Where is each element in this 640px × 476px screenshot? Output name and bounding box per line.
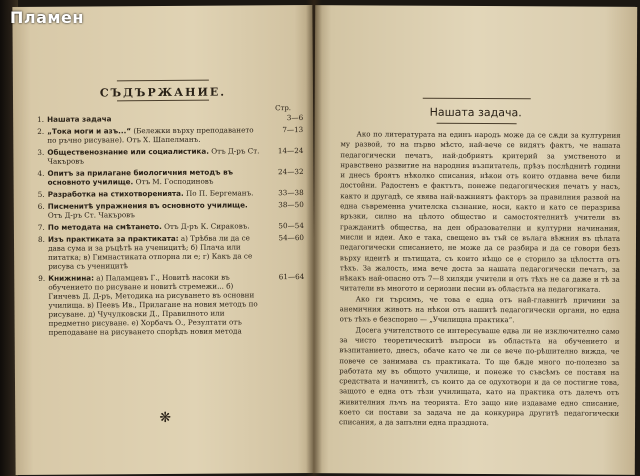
toc-entry-text <box>48 272 262 336</box>
toc-entry-title: Нашата задача <box>47 114 112 124</box>
toc-entry <box>38 272 310 337</box>
toc-entry <box>38 200 310 220</box>
toc-entry-number: 1. <box>37 114 45 124</box>
toc-entry-pages: 7—13 <box>282 125 304 135</box>
toc-entry-title: Общественознание или социалистика. <box>47 146 209 157</box>
toc-entry-detail: а) Паламцевъ Г., Новитѣ насоки въ обучението по рисуване и новитѣ стремежи... б) Гинчевъ Д. Д-ръ, Методика на рисуването въ основни училища. в) Пеевъ Ив., Прилагане на новия методъ по рисуване. д) Чучулковски Д., Правилното или предметно рисуване. е) Хорбачъ О., Резултати отъ преподаване на рисуването спорѣдъ новия метода <box>48 272 258 337</box>
toc-entry-number: 5. <box>37 189 45 199</box>
toc-entry-number: 8. <box>37 234 45 244</box>
toc-title: СЪДЪРЖАНИЕ. <box>99 85 227 100</box>
book-gutter <box>306 0 322 476</box>
toc-entry-detail: (Бележки върху преподаването по ръчно рисуване). Отъ Х. Шапелманъ. <box>47 125 254 145</box>
ornament: ❋ <box>159 409 172 427</box>
toc-entry-number: 2. <box>37 126 45 136</box>
toc-entry-title: Опитъ за прилагане биологичния методъ въ основното училище. <box>47 167 234 187</box>
toc-entry-pages: 50—54 <box>278 221 304 231</box>
toc-entry-pages: 3—6 <box>286 113 304 123</box>
toc-entry-text <box>48 200 262 219</box>
toc-entry-pages: 33—38 <box>278 188 304 198</box>
toc-list <box>37 113 311 340</box>
title-rule-bottom <box>117 100 209 102</box>
toc-entry <box>38 188 310 199</box>
toc-entry-text <box>48 188 262 198</box>
toc-entry-text <box>48 167 262 186</box>
toc-entry-detail: а) Трѣбва ли да се дава сума и за ръцѣтѣ на ученицитѣ; б) Плача или питатка; в) Гимнастиката отпорна ли е; г) Какъ да се рисува съ ученицитѣ <box>48 233 253 271</box>
toc-entry-title: По методата на смѣтането. <box>47 222 162 232</box>
toc-entry-title: Книжнина: <box>48 273 95 283</box>
right-page <box>313 5 637 475</box>
toc-entry-detail: Отъ Д-ръ Ст. Чакъровъ <box>47 146 260 166</box>
article-body <box>339 129 621 429</box>
toc-entry-detail: Отъ Д-ръ К. Сираковъ. <box>164 221 250 231</box>
toc-entry <box>37 146 309 166</box>
toc-entry-number: 7. <box>37 222 45 232</box>
toc-page-column-label: Стр. <box>275 104 292 113</box>
toc-entry-text <box>48 233 262 270</box>
toc-entry-text <box>47 113 261 123</box>
toc-entry-detail: По П. Бергеманъ. <box>185 188 254 198</box>
toc-entry-title: Писменитѣ упражнения въ основното училище. <box>47 200 248 211</box>
toc-entry-number: 6. <box>37 201 45 211</box>
article-paragraph: Ако ги търсимъ, че това е една отъ най-главнитѣ причини за анемичния животъ на нѣкои отъ нашитѣ педагогически органи, но една отъ тѣхъ е безспорно — „Училищна практика“. <box>339 295 620 325</box>
toc-entry-pages: 14—24 <box>277 146 304 156</box>
toc-entry <box>38 221 310 232</box>
toc-entry-text <box>48 221 262 231</box>
toc-entry <box>37 113 309 124</box>
toc-entry-pages: 54—60 <box>278 233 305 243</box>
article-paragraph: Досега учителството се интересуваше едва ли не изключително само за чисто теоретическитѣ въпроси въ областьта на обучението и възпитанието, днесъ, обаче като че ли се вече по-рѣшително вижда, че повече се занимава съ практиката. То ще бѫде много по-полезно за работата му въ общото училище, и понеже то съвсѣмъ се поставя на средствата и начинитѣ, съ които да се одухотвори и да се постигне това, защото е една отъ тѣзи училищата, като на практика отъ далечъ отъ живителния лъчъ на теорията. Ето защо ние издаваме едно списание, което си постави за задача не да конкурира другитѣ педагогически списания, а да запълни една празднота. <box>339 326 620 428</box>
toc-entry-number: 4. <box>37 168 45 178</box>
toc-entry-detail: Отъ Д-ръ Ст. Чакъровъ <box>47 210 135 220</box>
article-paragraph: Ако по литературата на единъ народъ може да се сѫди за културния му развой, то на първо мѣсто, най-вече се видятъ фактъ, че нашата педагогически печатъ, най-добриятъ критерий за умственото и нравствено развитие на народния възпитатель, прѣзъ послѣднитѣ години и днесъ броятъ нѣколко списания, нѣкои отъ които отдавна вече били достойни. Радостенъ е фактътъ, понеже педагогическия печатъ у насъ, както и другадѣ, се явява най-важниятъ факторъ за правилния развой на една съвременна учителска съзнание, носи, както и като се перазрива връзки, силно на цѣлото общество и самостоятелнитѣ учители въ гражданитѣ общества, на ден образователни и културни начинания, мисли и идеи. Ако е така, свещено въ тъй се вълага вѣжния въ цѣлата педагогически списанието, не може да се разбира и да се говори безъ върху идеитѣ и пътищата, съ които нѣщо се е сторило за цѣлостта отъ тѣхъ. За жалость, има вече доста за нашата педагогически печатъ, за нѣкакъ най-опасно отъ 7—8 хиляди учители и отъ тѣхъ не са даже и тѣ за читатели въ многото и сериозни песни въ областьта на педагогиката. <box>339 130 621 295</box>
toc-entry-title: Разработка на стихотворенията. <box>47 188 184 199</box>
toc-entry-title: Изъ практиката за практиката: <box>47 233 179 244</box>
toc-entry-number: 3. <box>37 147 45 157</box>
toc-entry <box>38 233 310 271</box>
left-page <box>12 5 315 475</box>
toc-entry-pages: 61—64 <box>278 272 305 282</box>
title-rule-top <box>117 80 209 82</box>
toc-entry-pages: 38—50 <box>278 200 304 210</box>
article-title-rule-top <box>423 98 531 100</box>
toc-entry-title: „Тока моги и азъ...“ <box>47 126 132 136</box>
toc-entry <box>37 125 309 145</box>
watermark-logo: Пламен <box>10 8 84 27</box>
article-title: Нашата задача. <box>429 105 522 120</box>
toc-entry-text <box>47 125 261 144</box>
toc-entry-number: 9. <box>38 273 46 283</box>
toc-entry-text <box>47 146 261 165</box>
toc-entry-detail: Отъ М. Господиновъ <box>135 176 214 187</box>
article-title-rule-bottom <box>437 123 517 124</box>
toc-entry-pages: 24—32 <box>278 167 304 177</box>
toc-entry <box>38 167 310 187</box>
